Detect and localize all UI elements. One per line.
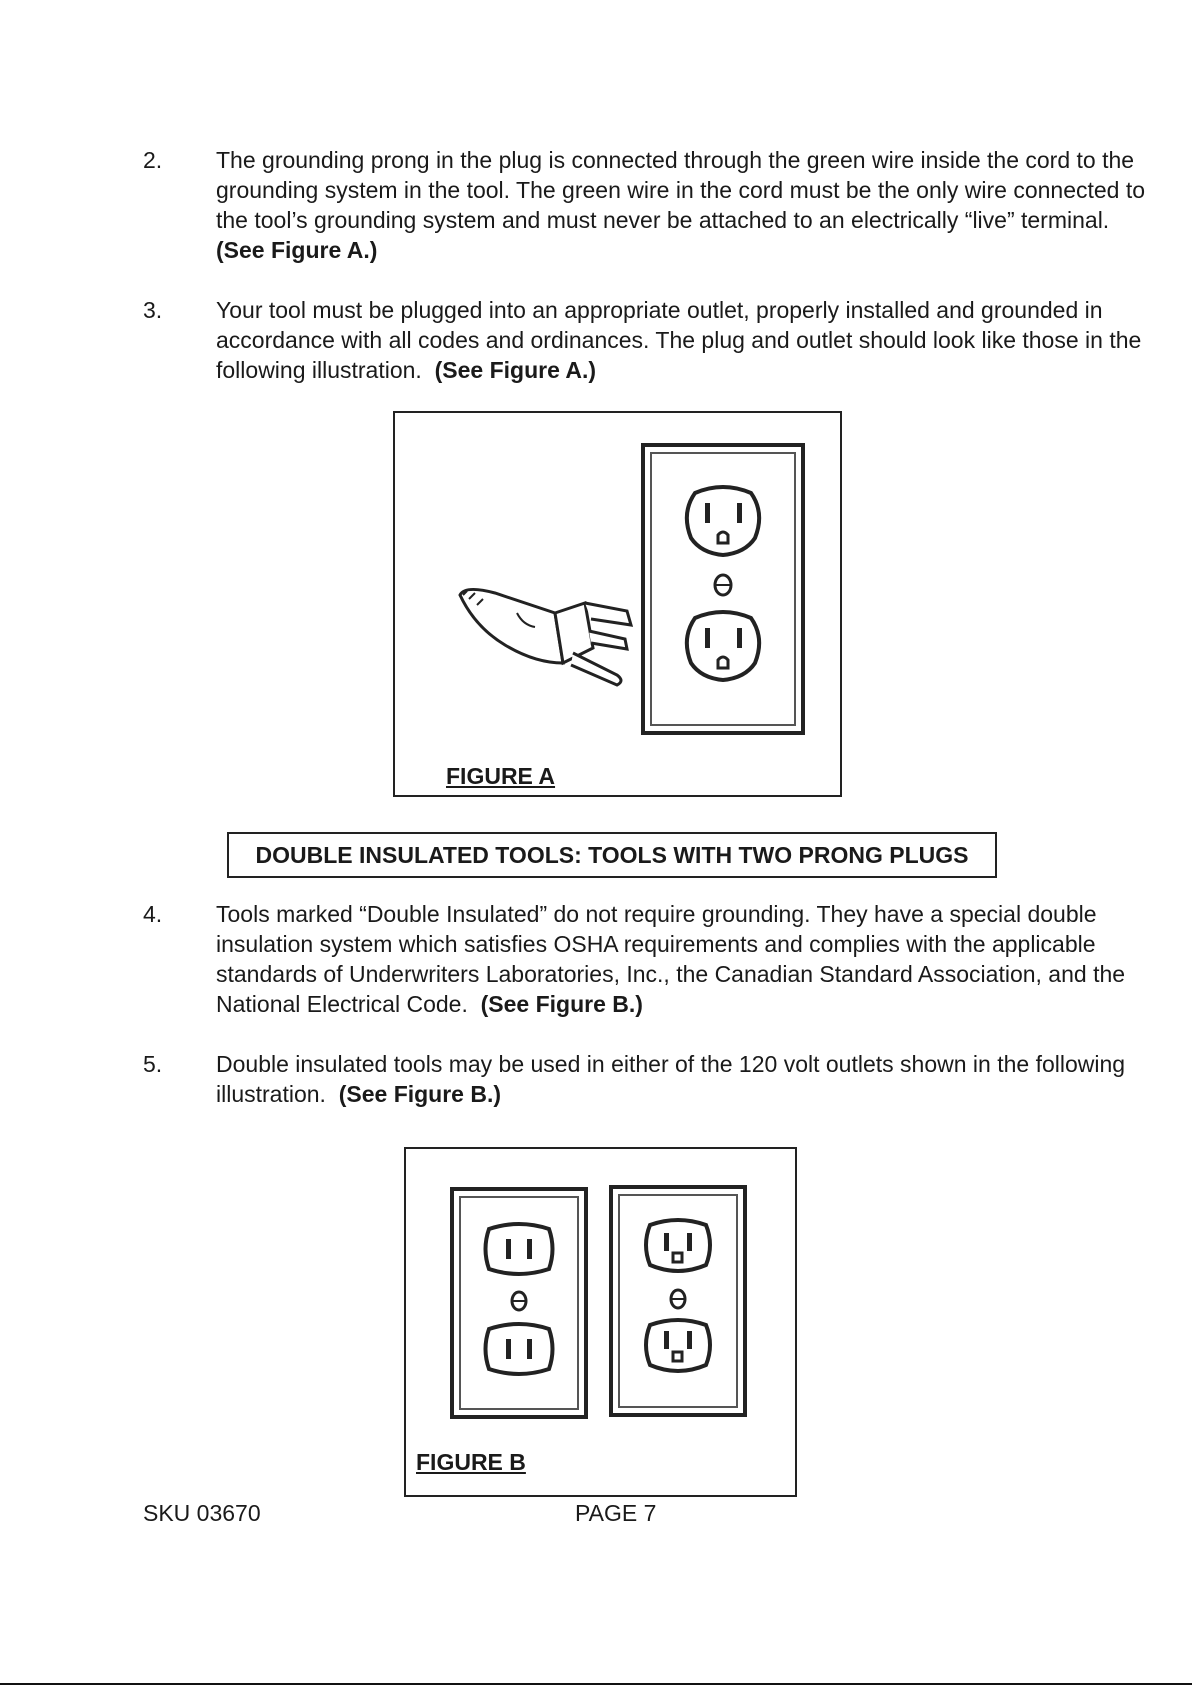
item-body: Your tool must be plugged into an appropriate outlet, properly installed and grounded in accordance with all codes and ordinances. The plug and outlet should look like those in the following illustration. — [216, 297, 1142, 383]
item-text — [216, 1049, 1146, 1109]
three-prong-outlet — [611, 1187, 745, 1415]
item-number: 4. — [143, 901, 163, 927]
figure-reference: (See Figure A.) — [216, 237, 378, 263]
figure-reference: (See Figure B.) — [338, 1081, 502, 1107]
grounded-receptacle-bottom — [687, 612, 759, 680]
section-heading-banner: DOUBLE INSULATED TOOLS: TOOLS WITH TWO PRONG PLUGS — [227, 832, 997, 878]
footer-page-number: PAGE 7 — [575, 1500, 657, 1526]
grounded-receptacle-top — [687, 487, 759, 555]
three-prong-plug — [460, 589, 631, 685]
two-prong-outlet — [452, 1189, 586, 1417]
figure-b-caption: FIGURE B — [416, 1449, 526, 1475]
figure-reference: (See Figure B.) — [480, 991, 643, 1017]
item-body: The grounding prong in the plug is connected through the green wire inside the cord to the grounding system in the tool. The green wire in the cord must be the only wire connected to the tool’s grounding system and must never be attached to an electrically “live” terminal. — [216, 147, 1146, 233]
plug-and-grounded-outlet-illustration — [395, 413, 844, 799]
footer-sku: SKU 03670 — [143, 1500, 261, 1526]
item-text — [216, 145, 1146, 265]
item-text — [216, 295, 1146, 385]
item-body: Tools marked “Double Insulated” do not require grounding. They have a special double insulation system which satisfies OSHA requirements and complies with the applicable standards of Underwriters Laboratories, Inc., the Canadian Standard Association, and the National Electrical Code. — [216, 901, 1126, 1017]
item-number: 2. — [143, 147, 163, 173]
item-number: 5. — [143, 1051, 163, 1077]
item-body: Double insulated tools may be used in either of the 120 volt outlets shown in the following illustration. — [216, 1051, 1126, 1107]
figure-a — [393, 411, 842, 797]
two-outlets-illustration — [406, 1149, 799, 1499]
item-text — [216, 899, 1146, 1019]
figure-reference: (See Figure A.) — [434, 357, 597, 383]
figure-b — [404, 1147, 797, 1497]
figure-a-caption: FIGURE A — [446, 763, 556, 789]
item-number: 3. — [143, 297, 163, 323]
